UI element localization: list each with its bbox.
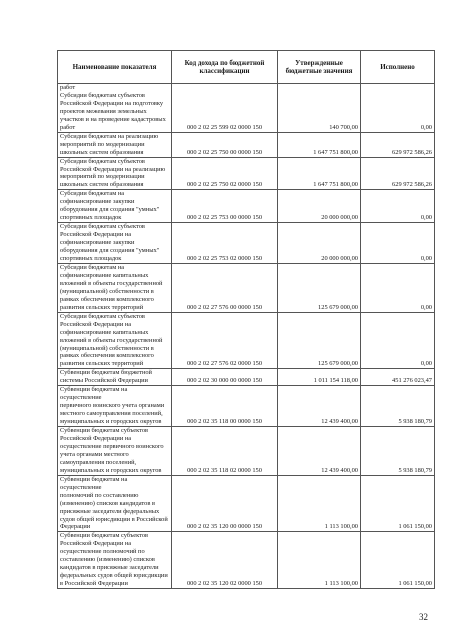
cell-approved: 12 439 400,00 (278, 386, 361, 427)
table-row (58, 263, 435, 312)
table-row (58, 427, 435, 476)
table-row (58, 369, 435, 386)
table-header (58, 51, 435, 84)
cell-executed: 1 061 150,00 (361, 532, 435, 589)
cell-code: 000 2 02 25 599 02 0000 150 (172, 84, 278, 133)
cell-code: 000 2 02 35 120 00 0000 150 (172, 475, 278, 532)
cell-name: Субвенции бюджетам субъектов Российской Федерации на осуществление первичного воинского учета органами местного самоуправления поселений, муниципальных и городских округов (58, 427, 172, 476)
cell-approved: 1 647 751 800,00 (278, 132, 361, 157)
cell-approved: 20 000 000,00 (278, 223, 361, 264)
table-row (58, 132, 435, 157)
cell-approved: 20 000 000,00 (278, 190, 361, 223)
cell-name: Субсидии бюджетам на софинансирование капитальных вложений в объекты государственной (муниципальной) собственности в рамках обеспечения комплексного развития сельских территорий (58, 263, 172, 312)
table-row (58, 157, 435, 190)
cell-name: Субсидии бюджетам субъектов Российской Федерации на софинансирование капитальных вложений в объекты государственной (муниципальной) собственности в рамках обеспечения комплексного развития сельских территорий (58, 312, 172, 369)
table-row (58, 84, 435, 133)
cell-executed: 0,00 (361, 312, 435, 369)
header-row (58, 51, 435, 84)
table-row (58, 532, 435, 589)
header-code: Код дохода по бюджетной классификации (172, 51, 278, 84)
cell-name: Субсидии бюджетам субъектов Российской Федерации на реализацию мероприятий по модернизации школьных систем образования (58, 157, 172, 190)
header-approved: Утвержденные бюджетные значения (278, 51, 361, 84)
cell-name: Субвенции бюджетам на осуществление полномочий по составлению (изменению) списков кандидатов в присяжные заседатели федеральных судов общей юрисдикции в Российской Федерации (58, 475, 172, 532)
cell-code: 000 2 02 25 750 02 0000 150 (172, 157, 278, 190)
cell-name: Субвенции бюджетам субъектов Российской Федерации на осуществление полномочий по составлению (изменению) списков кандидатов в присяжные заседатели федеральных судов общей юрисдикции в Российской Федерации (58, 532, 172, 589)
cell-name: Субсидии бюджетам на реализацию мероприятий по модернизации школьных систем образования (58, 132, 172, 157)
table-row (58, 475, 435, 532)
header-executed: Исполнено (361, 51, 435, 84)
table-row (58, 190, 435, 223)
cell-executed: 5 938 180,79 (361, 427, 435, 476)
cell-executed: 5 938 180,79 (361, 386, 435, 427)
cell-code: 000 2 02 27 576 00 0000 150 (172, 263, 278, 312)
cell-name: Субсидии бюджетам субъектов Российской Федерации на софинансирование закупки оборудования для создания "умных" спортивных площадок (58, 223, 172, 264)
cell-approved: 12 439 400,00 (278, 427, 361, 476)
cell-approved: 1 113 100,00 (278, 532, 361, 589)
cell-executed: 1 061 150,00 (361, 475, 435, 532)
cell-approved: 1 647 751 800,00 (278, 157, 361, 190)
cell-approved: 125 679 000,00 (278, 263, 361, 312)
table-row (58, 386, 435, 427)
cell-approved: 140 700,00 (278, 84, 361, 133)
cell-code: 000 2 02 25 750 00 0000 150 (172, 132, 278, 157)
cell-executed: 0,00 (361, 190, 435, 223)
cell-executed: 0,00 (361, 263, 435, 312)
table-row (58, 312, 435, 369)
page-number: 32 (419, 612, 428, 622)
cell-name: Субвенции бюджетам на осуществление первичного воинского учета органами местного самоуправления поселений, муниципальных и городских округов (58, 386, 172, 427)
cell-code: 000 2 02 35 120 02 0000 150 (172, 532, 278, 589)
table-body (58, 84, 435, 589)
cell-executed: 451 276 023,47 (361, 369, 435, 386)
budget-table (57, 50, 435, 589)
cell-executed: 0,00 (361, 223, 435, 264)
cell-code: 000 2 02 25 753 02 0000 150 (172, 223, 278, 264)
cell-approved: 1 113 100,00 (278, 475, 361, 532)
cell-executed: 0,00 (361, 84, 435, 133)
cell-name: работ Субсидии бюджетам субъектов Российской Федерации на подготовку проектов межевания земельных участков и на проведение кадастровых работ (58, 84, 172, 133)
cell-approved: 125 679 000,00 (278, 312, 361, 369)
cell-code: 000 2 02 35 118 00 0000 150 (172, 386, 278, 427)
table-row (58, 223, 435, 264)
cell-name: Субсидии бюджетам на софинансирование закупки оборудования для создания "умных" спортивных площадок (58, 190, 172, 223)
header-name: Наименование показателя (58, 51, 172, 84)
cell-code: 000 2 02 25 753 00 0000 150 (172, 190, 278, 223)
cell-code: 000 2 02 30 000 00 0000 150 (172, 369, 278, 386)
cell-executed: 629 972 586,26 (361, 157, 435, 190)
cell-executed: 629 972 586,26 (361, 132, 435, 157)
cell-code: 000 2 02 35 118 02 0000 150 (172, 427, 278, 476)
cell-approved: 1 011 154 118,00 (278, 369, 361, 386)
cell-name: Субвенции бюджетам бюджетной системы Российской Федерации (58, 369, 172, 386)
cell-code: 000 2 02 27 576 02 0000 150 (172, 312, 278, 369)
